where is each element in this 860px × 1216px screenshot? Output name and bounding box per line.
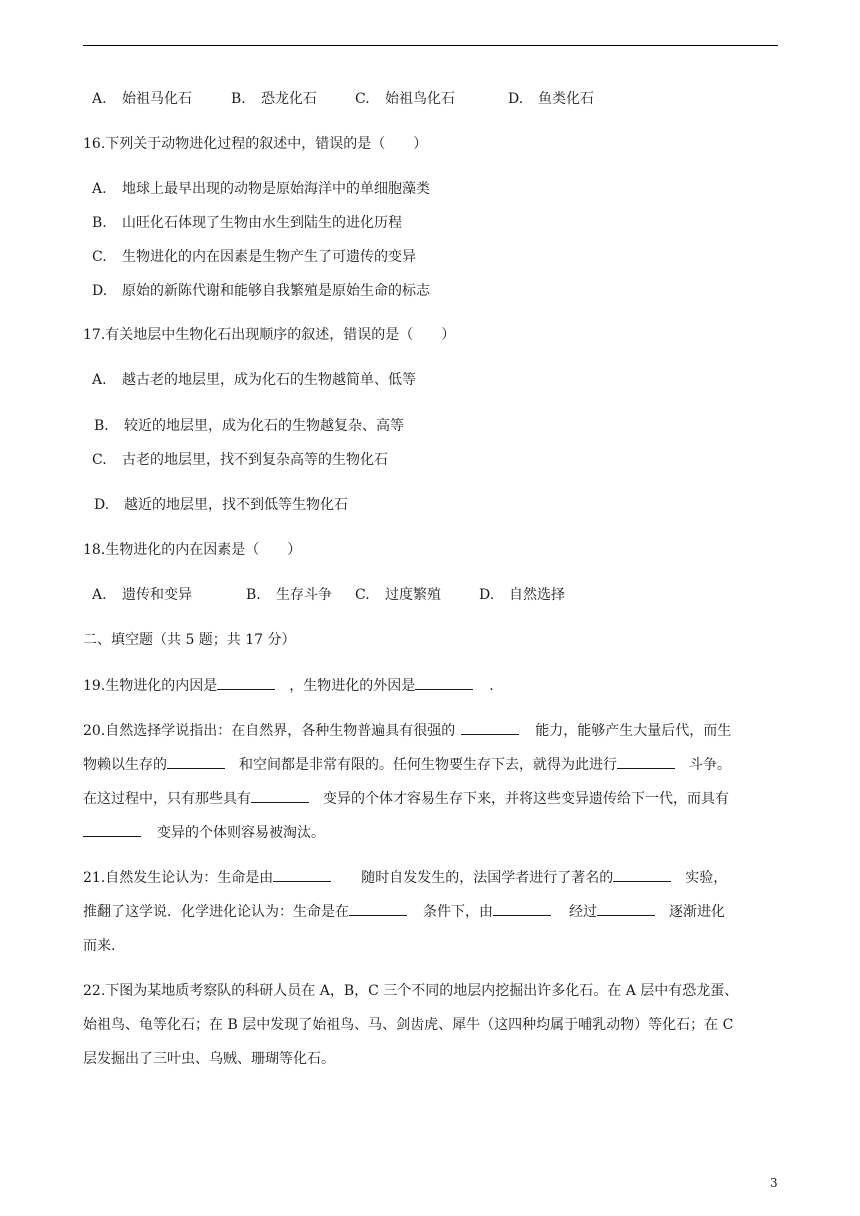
q18-option-c: C. 过度繁殖 [355, 587, 441, 603]
q17-option-d: D. 越近的地层里，找不到低等生物化石 [94, 497, 348, 513]
q17-option-b: B. 较近的地层里，成为化石的生物越复杂、高等 [94, 418, 404, 434]
answer-blank[interactable] [349, 903, 407, 916]
q20-line-4: 变异的个体则容易被淘汰。 [83, 824, 778, 842]
header-rule [83, 45, 778, 46]
q16-option-d: D. 原始的新陈代谢和能够自我繁殖是原始生命的标志 [92, 283, 430, 299]
q22-line-3: 层发掘出了三叶虫、乌贼、珊瑚等化石。 [83, 1051, 335, 1067]
q20-line-1: 20.自然选择学说指出：在自然界，各种生物普遍具有很强的 能力，能够产生大量后代，而生 [83, 723, 732, 739]
answer-blank[interactable] [167, 756, 225, 769]
q15-option-d: D. 鱼类化石 [508, 91, 594, 107]
q21-line-3: 而来. [83, 938, 116, 954]
q22-line-2: 始祖鸟、龟等化石；在 B 层中发现了始祖鸟、马、剑齿虎、犀牛（这四种均属于哺乳动物）等化石；在 C [83, 1017, 734, 1033]
q17-stem: 17.有关地层中生物化石出现顺序的叙述，错误的是（ ） [83, 327, 456, 343]
q18-option-d: D. 自然选择 [479, 587, 565, 603]
q17-option-a: A. 越古老的地层里，成为化石的生物越简单、低等 [92, 372, 416, 388]
answer-blank[interactable] [251, 790, 309, 803]
answer-blank[interactable] [597, 903, 655, 916]
answer-blank[interactable] [83, 824, 141, 837]
answer-blank[interactable] [273, 869, 331, 882]
q16-option-c: C. 生物进化的内在因素是生物产生了可遗传的变异 [92, 249, 416, 265]
q15-option-b: B. 恐龙化石 [231, 91, 317, 107]
q18-option-b: B. 生存斗争 [246, 587, 332, 603]
section-title-fill-in: 二、填空题（共 5 题；共 17 分） [83, 632, 296, 648]
q18-stem: 18.生物进化的内在因素是（ ） [83, 542, 302, 558]
answer-blank[interactable] [493, 903, 551, 916]
q16-option-a: A. 地球上最早出现的动物是原始海洋中的单细胞藻类 [92, 181, 430, 197]
q19-line: 19.生物进化的内因是 ，生物进化的外因是 . [83, 678, 494, 694]
q16-stem: 16.下列关于动物进化过程的叙述中，错误的是（ ） [83, 136, 428, 152]
answer-blank[interactable] [613, 869, 671, 882]
page-number: 3 [770, 1176, 778, 1190]
q17-option-c: C. 古老的地层里，找不到复杂高等的生物化石 [92, 452, 388, 468]
q16-option-b: B. 山旺化石体现了生物由水生到陆生的进化历程 [92, 215, 402, 231]
q22-line-1: 22.下图为某地质考察队的科研人员在 A，B，C 三个不同的地层内挖掘出许多化石。在 A 层中有恐龙蛋、 [83, 983, 739, 999]
q21-line-2: 推翻了这学说．化学进化论认为：生命是在 条件下，由 经过 逐渐进化 [83, 904, 725, 920]
q15-option-a: A. 始祖马化石 [92, 91, 192, 107]
answer-blank[interactable] [415, 677, 473, 690]
answer-blank[interactable] [217, 677, 275, 690]
q20-line-3: 在这过程中，只有那些具有 变异的个体才容易生存下来，并将这些变异遗传给下一代，而具有 [83, 791, 729, 807]
q20-line-2: 物赖以生存的 和空间都是非常有限的。任何生物要生存下去，就得为此进行 斗争。 [83, 757, 731, 773]
answer-blank[interactable] [617, 756, 675, 769]
q21-line-1: 21.自然发生论认为：生命是由 随时自发发生的，法国学者进行了著名的 实验， [83, 870, 728, 886]
q15-option-c: C. 始祖鸟化石 [355, 91, 455, 107]
answer-blank[interactable] [461, 722, 519, 735]
q18-option-a: A. 遗传和变异 [92, 587, 192, 603]
